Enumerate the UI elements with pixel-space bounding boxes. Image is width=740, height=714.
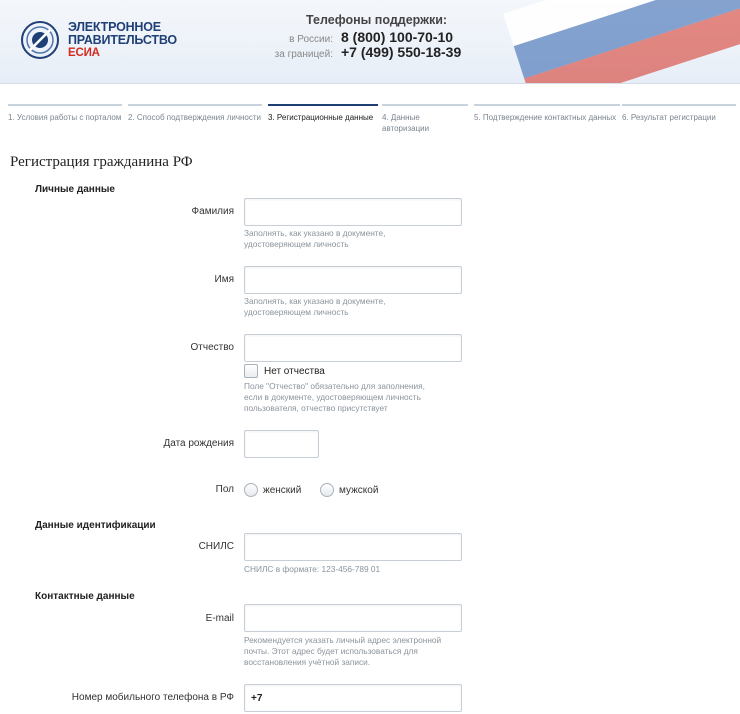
gender-female-radio[interactable] (244, 483, 258, 497)
site-header (0, 0, 740, 84)
surname-hint: Заполнять, как указано в документе, удостоверяющем личность (244, 228, 386, 249)
mobile-phone-label: Номер мобильного телефона в РФ (71, 692, 234, 703)
patronymic-label: Отчество (190, 342, 234, 353)
step-6: 6. Результат регистрации (622, 104, 736, 136)
page-title: Регистрация гражданина РФ (10, 154, 193, 170)
name-input[interactable] (244, 266, 462, 294)
support-title: Телефоны поддержки: (306, 13, 448, 27)
registration-steps (8, 104, 736, 136)
surname-input[interactable] (244, 198, 462, 226)
no-patronymic-checkbox[interactable] (244, 364, 258, 378)
snils-label: СНИЛС (198, 541, 234, 552)
gosuslugi-logo-icon (20, 20, 60, 60)
phone-russia: в России: 8 (800) 100-70-10 (289, 29, 454, 45)
step-3-active: 3. Регистрационные данные (268, 104, 378, 136)
gender-male-label[interactable]: мужской (339, 485, 379, 496)
section-contact-data: Контактные данные (35, 591, 135, 602)
surname-label: Фамилия (191, 206, 234, 217)
snils-input[interactable] (244, 533, 462, 561)
birthdate-input[interactable] (244, 430, 319, 458)
step-5: 5. Подтверждение контактных данных (474, 104, 620, 136)
birthdate-label: Дата рождения (163, 438, 234, 449)
phone-abroad: за границей: +7 (499) 550-18-39 (274, 44, 462, 60)
step-4: 4. Данные авторизации (382, 104, 468, 136)
gender-female-label[interactable]: женский (263, 485, 302, 496)
email-input[interactable] (244, 604, 462, 632)
email-label: E-mail (205, 613, 234, 624)
patronymic-hint: Поле "Отчество" обязательно для заполнения, если в документе, удостоверяющем личность пользователя, отчество присутствует (244, 381, 425, 413)
email-hint: Рекомендуется указать личный адрес электронной почты. Этот адрес будет использоваться для восстановления учётной записи. (244, 635, 442, 667)
no-patronymic-label[interactable]: Нет отчества (264, 366, 325, 377)
step-1: 1. Условия работы с порталом (8, 104, 122, 136)
mobile-phone-input[interactable] (244, 684, 462, 712)
name-label: Имя (214, 274, 234, 285)
patronymic-input[interactable] (244, 334, 462, 362)
section-identification: Данные идентификации (35, 520, 156, 531)
gender-label: Пол (215, 484, 234, 495)
snils-hint: СНИЛС в формате: 123-456-789 01 (244, 564, 381, 574)
flag-decoration (503, 0, 740, 84)
section-personal-data: Личные данные (35, 184, 115, 195)
gender-male-radio[interactable] (320, 483, 334, 497)
logo-text: ЭЛЕКТРОННОЕ ПРАВИТЕЛЬСТВО ЕСИА (68, 20, 177, 59)
step-2: 2. Способ подтверждения личности (128, 104, 262, 136)
name-hint: Заполнять, как указано в документе, удостоверяющем личность (244, 296, 386, 317)
